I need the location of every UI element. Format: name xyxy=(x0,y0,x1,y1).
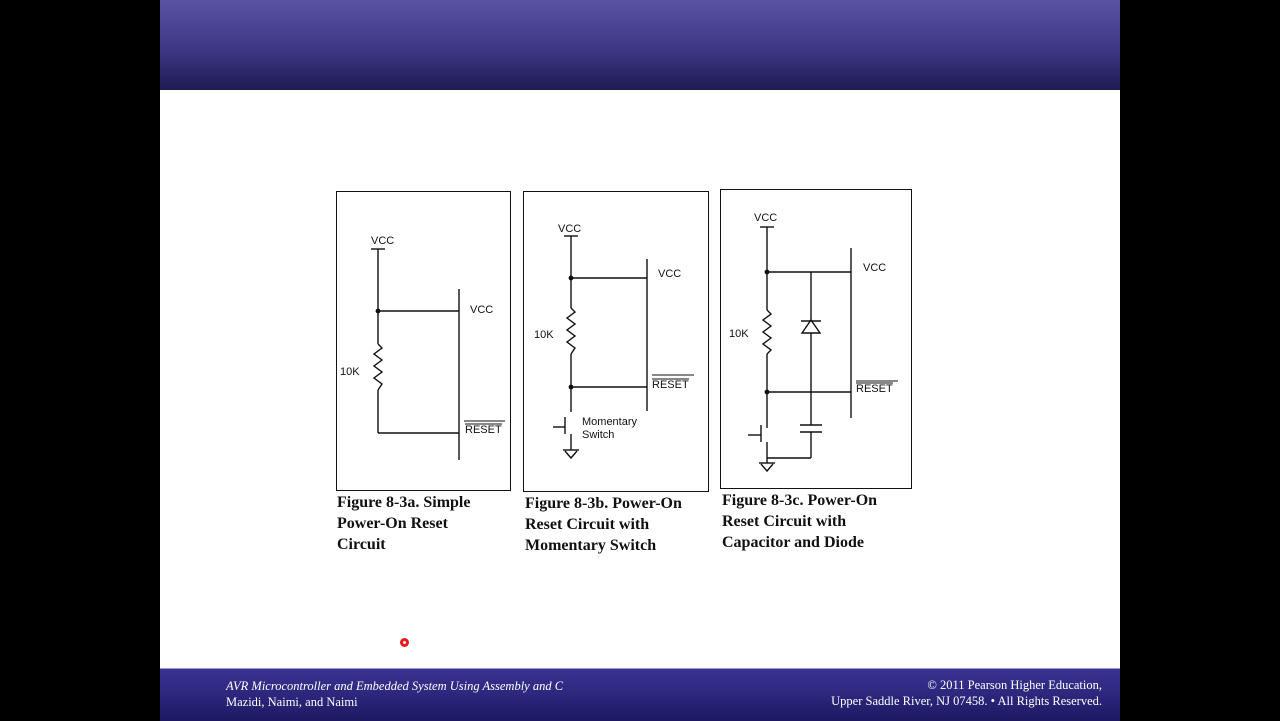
figure-8-3b-caption: Figure 8-3b. Power-On Reset Circuit with Momentary Switch xyxy=(525,495,682,554)
figure-8-3c-diagram xyxy=(720,189,912,489)
slide-footer-bar xyxy=(160,668,1120,721)
slide-header-bar xyxy=(160,0,1120,90)
footer-copyright xyxy=(831,677,1102,709)
footer-address-line: Upper Saddle River, NJ 07458. • All Rights Reserved. xyxy=(831,694,1102,708)
vcc-right-label: VCC xyxy=(658,268,682,280)
resistor-label: 10K xyxy=(534,329,554,341)
switch-label-line-2: Switch xyxy=(582,429,615,441)
switch-label-line-1: Momentary xyxy=(582,416,638,428)
footer-book-title: AVR Microcontroller and Embedded System Using Assembly and C xyxy=(226,679,564,693)
resistor-label: 10K xyxy=(340,366,360,378)
figure-8-3c-caption: Figure 8-3c. Power-On Reset Circuit with Capacitor and Diode xyxy=(722,492,878,551)
vcc-top-label: VCC xyxy=(754,212,778,224)
reset-label: RESET xyxy=(856,383,893,395)
figure-8-3a-caption: Figure 8-3a. Simple Power-On Reset Circuit xyxy=(337,494,471,553)
footer-book-info xyxy=(226,678,563,710)
reset-label: RESET xyxy=(652,379,689,391)
vcc-right-label: VCC xyxy=(470,304,494,316)
vcc-top-label: VCC xyxy=(558,223,582,235)
vcc-top-label: VCC xyxy=(371,235,395,247)
footer-copyright-line: © 2011 Pearson Higher Education, xyxy=(927,678,1102,692)
laser-pointer-cursor xyxy=(400,638,409,647)
figure-8-3a-diagram xyxy=(336,191,511,491)
footer-authors: Mazidi, Naimi, and Naimi xyxy=(226,695,358,709)
resistor-label: 10K xyxy=(729,328,749,340)
reset-label: RESET xyxy=(465,424,502,436)
vcc-right-label: VCC xyxy=(863,262,887,274)
slide xyxy=(160,0,1120,720)
figure-8-3b-diagram xyxy=(523,191,709,492)
